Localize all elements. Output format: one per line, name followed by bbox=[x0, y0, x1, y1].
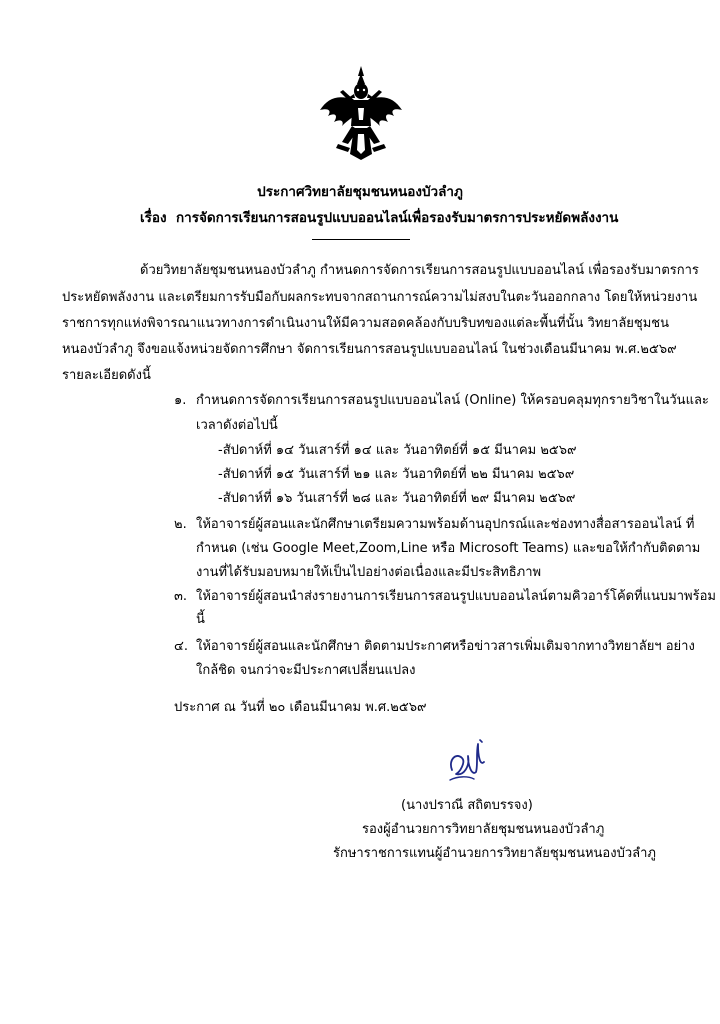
item-line: กำหนด (เช่น Google Meet,Zoom,Line หรือ Microsoft Teams) และขอให้กำกับติดตาม bbox=[196, 541, 701, 556]
schedule-line: -สัปดาห์ที่ ๑๖ วันเสาร์ที่ ๒๘ และ วันอาทิตย์ที่ ๒๙ มีนาคม ๒๕๖๙ bbox=[218, 491, 576, 506]
intro-line: ราชการทุกแห่งพิจารณาแนวทางการดำเนินงานให้มีความสอดคล้องกับบริบทของแต่ละพื้นที่นั้น วิทยาลัยชุมชน bbox=[62, 316, 670, 331]
schedule-line: -สัปดาห์ที่ ๑๔ วันเสาร์ที่ ๑๔ และ วันอาทิตย์ที่ ๑๕ มีนาคม ๒๕๖๙ bbox=[218, 443, 577, 458]
subject-label: เรื่อง bbox=[140, 210, 167, 226]
announcement-subject bbox=[140, 206, 618, 228]
signatory-acting: รักษาราชการแทนผู้อำนวยการวิทยาลัยชุมชนหนองบัวลำภู bbox=[333, 846, 656, 861]
signatory-position: รองผู้อำนวยการวิทยาลัยชุมชนหนองบัวลำภู bbox=[362, 822, 605, 837]
item-line: เวลาดังต่อไปนี้ bbox=[196, 418, 278, 433]
intro-line: ด้วยวิทยาลัยชุมชนหนองบัวลำภู กำหนดการจัดการเรียนการสอนรูปแบบออนไลน์ เพื่อรองรับมาตรการ bbox=[140, 263, 699, 278]
handwritten-signature-icon bbox=[444, 736, 490, 786]
intro-line: รายละเอียดดังนี้ bbox=[62, 368, 151, 383]
title-underline bbox=[312, 239, 410, 240]
item-line: ให้อาจารย์ผู้สอนและนักศึกษาเตรียมความพร้อมด้านอุปกรณ์และช่องทางสื่อสารออนไลน์ ที่ bbox=[196, 517, 695, 532]
item-line: ให้อาจารย์ผู้สอนนำส่งรายงานการเรียนการสอนรูปแบบออนไลน์ตามคิวอาร์โค้ดที่แนบมาพร้อม bbox=[196, 589, 716, 604]
item-line: นี้ bbox=[196, 612, 205, 627]
item-line: ใกล้ชิด จนกว่าจะมีประกาศเปลี่ยนแปลง bbox=[196, 663, 416, 678]
item-number: ๒. bbox=[174, 517, 187, 532]
schedule-line: -สัปดาห์ที่ ๑๕ วันเสาร์ที่ ๒๑ และ วันอาทิตย์ที่ ๒๒ มีนาคม ๒๕๖๙ bbox=[218, 467, 575, 482]
item-line: กำหนดการจัดการเรียนการสอนรูปแบบออนไลน์ (Online) ให้ครอบคลุมทุกรายวิชาในวันและ bbox=[196, 393, 709, 408]
garuda-emblem-icon bbox=[318, 64, 404, 162]
subject-text: การจัดการเรียนการสอนรูปแบบออนไลน์เพื่อรองรับมาตรการประหยัดพลังงาน bbox=[175, 210, 619, 226]
intro-line: ประหยัดพลังงาน และเตรียมการรับมือกับผลกระทบจากสถานการณ์ความไม่สงบในตะวันออกกลาง โดยให้หน่วยงาน bbox=[62, 290, 698, 305]
item-line: งานที่ได้รับมอบหมายให้เป็นไปอย่างต่อเนื่องและมีประสิทธิภาพ bbox=[196, 565, 542, 580]
announcement-title: ประกาศวิทยาลัยชุมชนหนองบัวลำภู bbox=[257, 184, 463, 200]
signatory-name: (นางปราณี สถิตบรรจง) bbox=[401, 798, 533, 813]
announce-date: ประกาศ ณ วันที่ ๒๐ เดือนมีนาคม พ.ศ.๒๕๖๙ bbox=[174, 700, 427, 715]
item-line: ให้อาจารย์ผู้สอนและนักศึกษา ติดตามประกาศหรือข่าวสารเพิ่มเติมจากทางวิทยาลัยฯ อย่าง bbox=[196, 639, 695, 654]
item-number: ๑. bbox=[174, 393, 187, 408]
item-number: ๓. bbox=[174, 589, 188, 604]
item-number: ๔. bbox=[174, 639, 188, 654]
intro-line: หนองบัวลำภู จึงขอแจ้งหน่วยจัดการศึกษา จัดการเรียนการสอนรูปแบบออนไลน์ ในช่วงเดือนมีนาคม พ.ศ.๒๕๖๙ bbox=[62, 342, 677, 357]
